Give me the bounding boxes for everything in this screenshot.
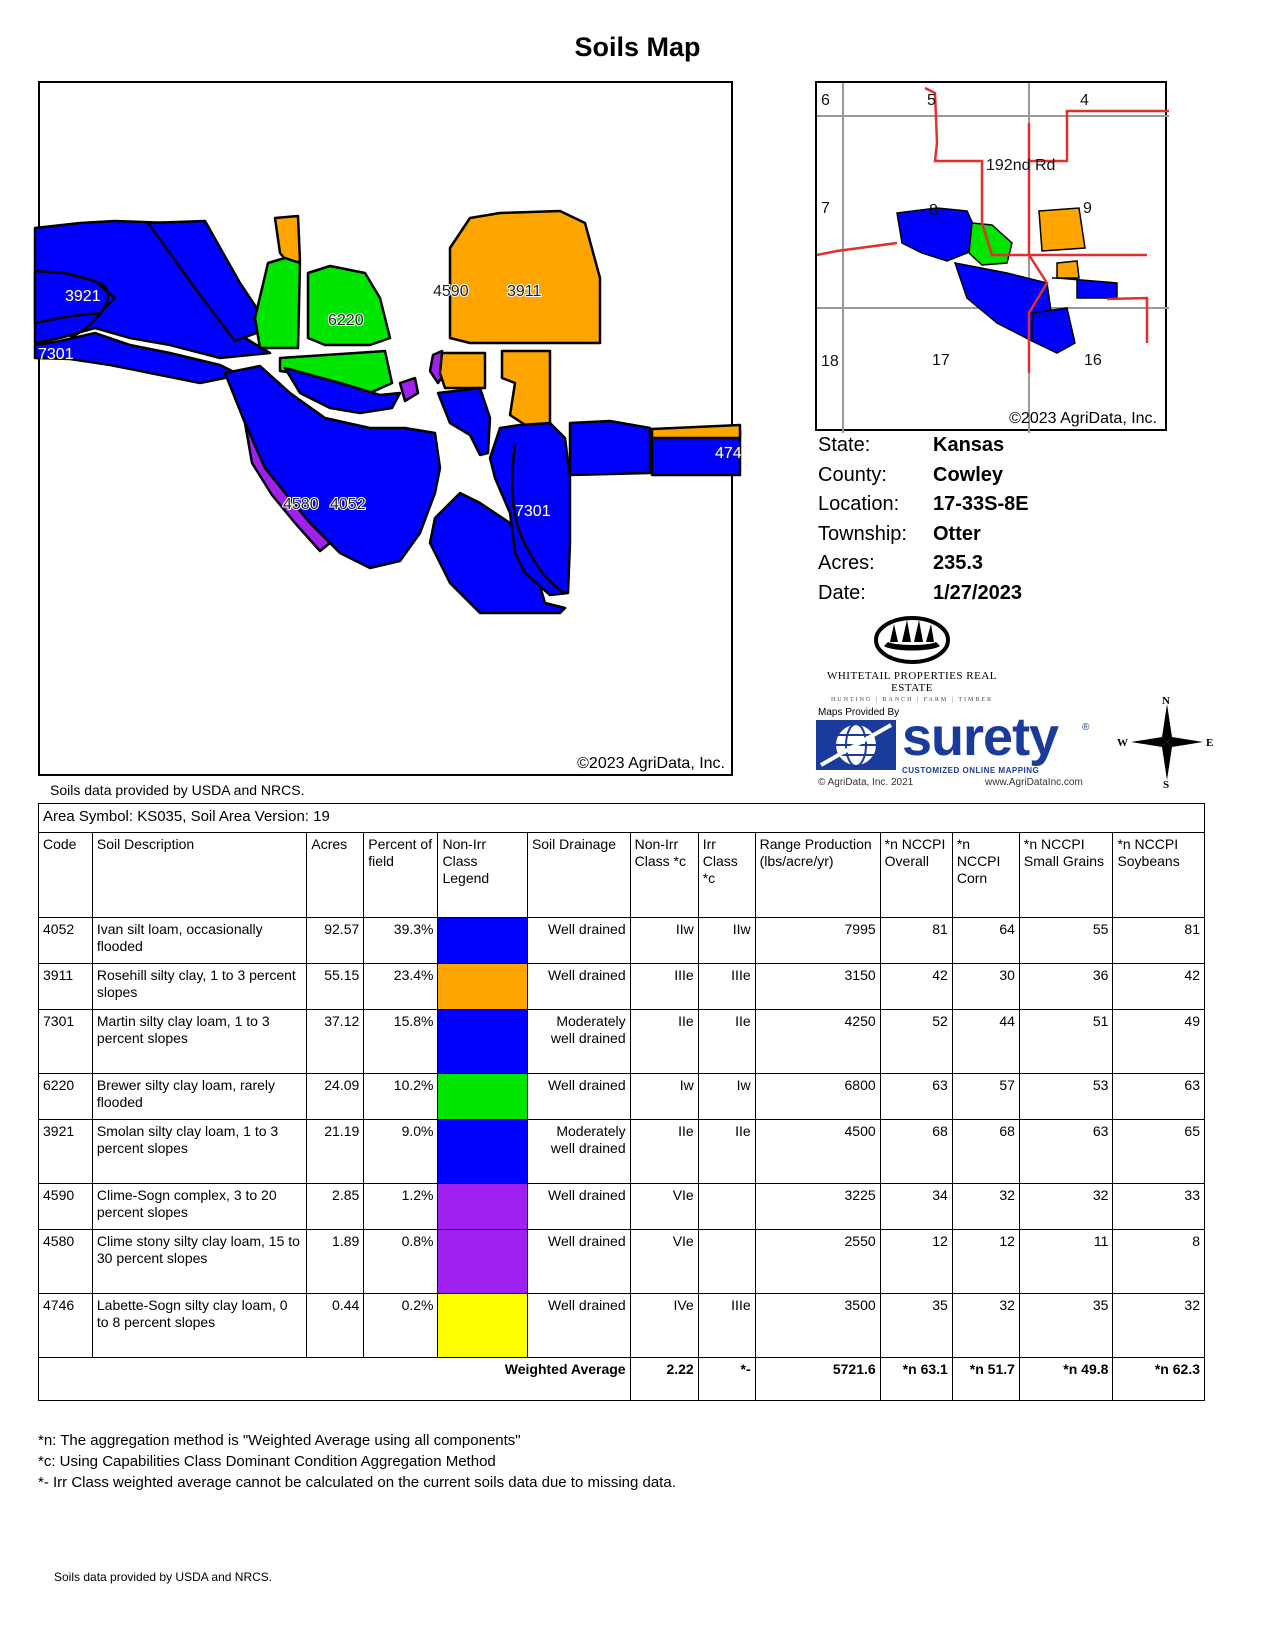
soil-nonirr-class: VIe	[630, 1230, 698, 1294]
map-label: 4580	[283, 496, 319, 513]
soil-percent: 39.3%	[364, 918, 438, 964]
soil-nonirr-class: IIe	[630, 1010, 698, 1074]
column-header: Non-Irr Class *c	[630, 833, 698, 918]
info-row-acres: Acres: 235.3	[818, 552, 984, 574]
column-header: Code	[39, 833, 93, 918]
soil-irr-class: IIw	[698, 918, 755, 964]
inset-soil-blue-d	[1032, 308, 1075, 353]
soil-polygon-3911	[450, 211, 600, 343]
soil-code: 6220	[39, 1074, 93, 1120]
soil-acres: 2.85	[307, 1184, 364, 1230]
soil-nccpi-soybeans: 65	[1113, 1120, 1205, 1184]
soil-nccpi-soybeans: 32	[1113, 1294, 1205, 1358]
soil-range-production: 4500	[755, 1120, 880, 1184]
registered-icon: ®	[1082, 722, 1090, 733]
soils-credit-bottom: Soils data provided by USDA and NRCS.	[54, 1570, 273, 1584]
soil-percent: 9.0%	[364, 1120, 438, 1184]
soil-nccpi-soybeans: 63	[1113, 1074, 1205, 1120]
inset-section-label: 5	[927, 92, 936, 109]
soil-drainage: Well drained	[527, 964, 630, 1010]
soil-acres: 92.57	[307, 918, 364, 964]
road-line	[1107, 298, 1147, 343]
soil-drainage: Well drained	[527, 918, 630, 964]
footnote: *- Irr Class weighted average cannot be calculated on the current soils data due to missing data.	[38, 1474, 676, 1491]
soil-code: 3921	[39, 1120, 93, 1184]
info-row-date: Date: 1/27/2023	[818, 581, 1022, 604]
soil-nccpi-small-grains: 35	[1019, 1294, 1113, 1358]
weighted-average-label: Weighted Average	[39, 1358, 631, 1401]
area-symbol-row	[39, 804, 1205, 833]
footnotes	[38, 1430, 676, 1493]
soil-code: 7301	[39, 1010, 93, 1074]
column-header: Irr Class *c	[698, 833, 755, 918]
inset-soil-orange-b	[1057, 261, 1079, 278]
soil-color-swatch	[438, 1230, 527, 1294]
soil-acres: 21.19	[307, 1120, 364, 1184]
map-label: 6220	[328, 312, 364, 329]
whitetail-sub: HUNTING | RANCH | FARM | TIMBER	[830, 697, 994, 703]
weighted-average-row	[39, 1358, 1205, 1401]
soil-acres: 1.89	[307, 1230, 364, 1294]
table-row	[39, 1184, 1205, 1230]
soil-nccpi-small-grains: 63	[1019, 1120, 1113, 1184]
soil-percent: 23.4%	[364, 964, 438, 1010]
soil-drainage: Well drained	[527, 1184, 630, 1230]
column-header: Percent of field	[364, 833, 438, 918]
soil-color-swatch	[438, 1294, 527, 1358]
inset-section-label: 16	[1084, 352, 1102, 369]
weighted-irr: *-	[698, 1358, 755, 1401]
soil-description: Clime-Sogn complex, 3 to 20 percent slopes	[92, 1184, 306, 1230]
agridata-url: www.AgriDataInc.com	[985, 777, 1083, 788]
table-row	[39, 918, 1205, 964]
map-label: 7301	[38, 346, 74, 363]
soil-drainage: Well drained	[527, 1294, 630, 1358]
soil-nccpi-overall: 42	[880, 964, 952, 1010]
column-header: Acres	[307, 833, 364, 918]
soil-irr-class: IIIe	[698, 1294, 755, 1358]
location-inset-map[interactable]	[815, 81, 1167, 431]
table-row	[39, 1230, 1205, 1294]
road-label: 192nd Rd	[986, 157, 1056, 174]
soil-nonirr-class: IIw	[630, 918, 698, 964]
soil-range-production: 3225	[755, 1184, 880, 1230]
soils-map-canvas	[38, 83, 742, 778]
weighted-overall: *n 63.1	[880, 1358, 952, 1401]
soil-nonirr-class: IIIe	[630, 964, 698, 1010]
soil-nccpi-corn: 30	[952, 964, 1019, 1010]
info-row-state: State: Kansas	[818, 434, 1005, 456]
compass-e: E	[1206, 737, 1214, 749]
map-label: 474	[715, 445, 742, 462]
soil-nccpi-corn: 12	[952, 1230, 1019, 1294]
soil-range-production: 2550	[755, 1230, 880, 1294]
soils-table	[38, 803, 1205, 1401]
soil-nonirr-class: Iw	[630, 1074, 698, 1120]
road-line	[817, 243, 897, 255]
soil-code: 3911	[39, 964, 93, 1010]
column-header: *n NCCPI Small Grains	[1019, 833, 1113, 918]
column-header: Soil Drainage	[527, 833, 630, 918]
soil-nccpi-soybeans: 81	[1113, 918, 1205, 964]
soil-range-production: 4250	[755, 1010, 880, 1074]
soil-description: Martin silty clay loam, 1 to 3 percent slopes	[92, 1010, 306, 1074]
soil-irr-class	[698, 1184, 755, 1230]
table-header-row	[39, 833, 1205, 918]
table-row	[39, 1294, 1205, 1358]
soil-nccpi-overall: 52	[880, 1010, 952, 1074]
soil-polygon-6220-a	[255, 258, 300, 348]
soil-range-production: 6800	[755, 1074, 880, 1120]
info-row-location: Location: 17-33S-8E	[818, 493, 1029, 515]
map-label: 3921	[65, 288, 101, 305]
column-header: *n NCCPI Overall	[880, 833, 952, 918]
soil-range-production: 3150	[755, 964, 880, 1010]
inset-section-label: 6	[821, 92, 830, 109]
soil-percent: 10.2%	[364, 1074, 438, 1120]
soil-drainage: Moderately well drained	[527, 1120, 630, 1184]
map-label: 3911	[507, 283, 542, 300]
soil-description: Ivan silt loam, occasionally flooded	[92, 918, 306, 964]
soil-polygon-orange-right	[502, 351, 550, 428]
soil-polygon-6220-b	[308, 266, 390, 345]
soil-nccpi-small-grains: 51	[1019, 1010, 1113, 1074]
inset-copyright: ©2023 AgriData, Inc.	[1009, 410, 1157, 427]
info-row-county: County: Cowley	[818, 463, 1004, 486]
soil-irr-class: IIIe	[698, 964, 755, 1010]
soil-description: Labette-Sogn silty clay loam, 0 to 8 percent slopes	[92, 1294, 306, 1358]
column-header: *n NCCPI Soybeans	[1113, 833, 1205, 918]
whitetail-logo	[812, 612, 1012, 703]
soil-drainage: Well drained	[527, 1230, 630, 1294]
soil-nccpi-overall: 63	[880, 1074, 952, 1120]
inset-section-label: 7	[821, 200, 830, 217]
maps-provided: Maps Provided By	[818, 707, 900, 718]
table-row	[39, 1120, 1205, 1184]
agridata-copyright: © AgriData, Inc. 2021	[818, 777, 914, 788]
soil-nccpi-corn: 32	[952, 1294, 1019, 1358]
soil-range-production: 3500	[755, 1294, 880, 1358]
soil-nccpi-soybeans: 42	[1113, 964, 1205, 1010]
soil-irr-class: IIe	[698, 1010, 755, 1074]
inset-soil-orange	[1039, 208, 1085, 251]
soil-color-swatch	[438, 1074, 527, 1120]
column-header: Non-Irr Class Legend	[438, 833, 527, 918]
soil-rows	[39, 918, 1205, 1358]
soil-polygon-blue-col	[438, 388, 490, 455]
soil-polygon-blue-far-right	[570, 421, 650, 475]
soil-color-swatch	[438, 918, 527, 964]
soil-irr-class	[698, 1230, 755, 1294]
soil-nccpi-overall: 68	[880, 1120, 952, 1184]
table-row	[39, 1010, 1205, 1074]
soil-nonirr-class: VIe	[630, 1184, 698, 1230]
compass-n: N	[1162, 695, 1170, 707]
soil-nccpi-overall: 34	[880, 1184, 952, 1230]
map-copyright: ©2023 AgriData, Inc.	[577, 755, 725, 772]
soil-nccpi-corn: 68	[952, 1120, 1019, 1184]
inset-section-label: 9	[1083, 200, 1092, 217]
soil-polygon-orange-edge	[652, 425, 740, 438]
soil-description: Brewer silty clay loam, rarely flooded	[92, 1074, 306, 1120]
page-title: Soils Map	[574, 32, 701, 62]
soil-drainage: Well drained	[527, 1074, 630, 1120]
column-header: Soil Description	[92, 833, 306, 918]
road-line	[1029, 111, 1067, 161]
soil-range-production: 7995	[755, 918, 880, 964]
weighted-soybeans: *n 62.3	[1113, 1358, 1205, 1401]
soils-map[interactable]	[38, 81, 742, 776]
soil-code: 4580	[39, 1230, 93, 1294]
soil-nccpi-small-grains: 53	[1019, 1074, 1113, 1120]
soil-acres: 24.09	[307, 1074, 364, 1120]
soil-nccpi-overall: 35	[880, 1294, 952, 1358]
area-symbol: Area Symbol: KS035, Soil Area Version: 19	[39, 804, 1205, 833]
soil-description: Rosehill silty clay, 1 to 3 percent slopes	[92, 964, 306, 1010]
footnote: *c: Using Capabilities Class Dominant Condition Aggregation Method	[38, 1453, 496, 1470]
soil-percent: 0.2%	[364, 1294, 438, 1358]
soil-percent: 0.8%	[364, 1230, 438, 1294]
soil-color-swatch	[438, 964, 527, 1010]
inset-soil-blue-c	[1052, 278, 1117, 298]
soil-nccpi-soybeans: 33	[1113, 1184, 1205, 1230]
info-row-township: Township: Otter	[818, 522, 981, 545]
soil-color-swatch	[438, 1010, 527, 1074]
soil-nonirr-class: IIe	[630, 1120, 698, 1184]
inset-section-label: 18	[821, 353, 839, 370]
inset-section-label: 17	[932, 352, 950, 369]
soil-acres: 37.12	[307, 1010, 364, 1074]
compass-w: W	[1117, 737, 1128, 749]
soil-nccpi-soybeans: 8	[1113, 1230, 1205, 1294]
footnote: *n: The aggregation method is "Weighted Average using all components"	[38, 1432, 521, 1449]
column-header: Range Production (lbs/acre/yr)	[755, 833, 880, 918]
soil-nccpi-corn: 57	[952, 1074, 1019, 1120]
soil-description: Clime stony silty clay loam, 15 to 30 percent slopes	[92, 1230, 306, 1294]
soil-percent: 1.2%	[364, 1184, 438, 1230]
surety-wordmark: surety	[902, 707, 1059, 767]
soil-acres: 0.44	[307, 1294, 364, 1358]
map-label: 4590	[433, 283, 469, 300]
road-line	[1067, 111, 1169, 113]
table-row	[39, 1074, 1205, 1120]
soil-acres: 55.15	[307, 964, 364, 1010]
soil-color-swatch	[438, 1184, 527, 1230]
weighted-small-grains: *n 49.8	[1019, 1358, 1113, 1401]
compass-rose-icon	[1117, 696, 1217, 793]
map-label: 7301	[515, 503, 551, 520]
soils-credit: Soils data provided by USDA and NRCS.	[50, 782, 305, 798]
map-label: 4052	[330, 496, 366, 513]
table-row	[39, 964, 1205, 1010]
globe-icon	[816, 720, 896, 770]
soil-nccpi-corn: 44	[952, 1010, 1019, 1074]
soil-irr-class: Iw	[698, 1074, 755, 1120]
whitetail-name: WHITETAIL PROPERTIES REAL ESTATE	[826, 670, 998, 694]
soil-code: 4746	[39, 1294, 93, 1358]
soil-description: Smolan silty clay loam, 1 to 3 percent slopes	[92, 1120, 306, 1184]
soil-nccpi-small-grains: 11	[1019, 1230, 1113, 1294]
surety-tagline: CUSTOMIZED ONLINE MAPPING	[902, 766, 1040, 775]
column-header: *n NCCPI Corn	[952, 833, 1019, 918]
soil-polygon-purple-b	[400, 378, 418, 401]
soil-nccpi-corn: 32	[952, 1184, 1019, 1230]
soil-nccpi-small-grains: 55	[1019, 918, 1113, 964]
inset-soil-green	[969, 223, 1012, 265]
soil-polygon-orange-mid	[440, 353, 485, 388]
soil-nccpi-small-grains: 32	[1019, 1184, 1113, 1230]
weighted-corn: *n 51.7	[952, 1358, 1019, 1401]
inset-section-label: 4	[1080, 92, 1089, 109]
compass-s: S	[1163, 779, 1170, 791]
weighted-nonirr: 2.22	[630, 1358, 698, 1401]
soil-irr-class: IIe	[698, 1120, 755, 1184]
inset-section-label: 8	[929, 202, 938, 219]
soil-nccpi-soybeans: 49	[1113, 1010, 1205, 1074]
soil-percent: 15.8%	[364, 1010, 438, 1074]
soil-nccpi-corn: 64	[952, 918, 1019, 964]
soil-nccpi-overall: 12	[880, 1230, 952, 1294]
soil-code: 4052	[39, 918, 93, 964]
paw-icon	[872, 612, 952, 664]
soil-nccpi-small-grains: 36	[1019, 964, 1113, 1010]
soil-nonirr-class: IVe	[630, 1294, 698, 1358]
soil-nccpi-overall: 81	[880, 918, 952, 964]
weighted-range: 5721.6	[755, 1358, 880, 1401]
soil-drainage: Moderately well drained	[527, 1010, 630, 1074]
location-info	[818, 434, 1029, 611]
inset-map-canvas	[817, 83, 1169, 433]
soil-code: 4590	[39, 1184, 93, 1230]
soil-color-swatch	[438, 1120, 527, 1184]
